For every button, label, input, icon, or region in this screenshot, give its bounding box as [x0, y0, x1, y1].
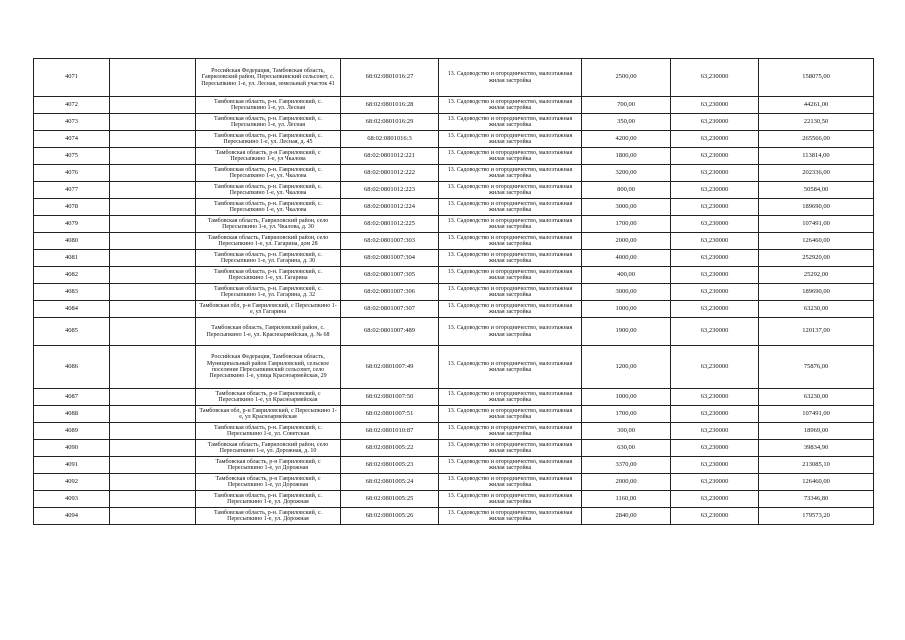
cadastral-value-cell: 44261,00 — [759, 97, 874, 114]
cadastral-number-cell: 68:02:0801005:24 — [341, 474, 439, 491]
table-row — [34, 389, 874, 406]
area-cell: 1000,00 — [582, 389, 671, 406]
land-use-cell: 13. Садоводство и огородничество, малоэтажная жилая застройка — [439, 199, 582, 216]
cadastral-value-cell: 213085,10 — [759, 457, 874, 474]
empty-cell — [110, 131, 196, 148]
cadastral-number-cell: 68:02:0801007:307 — [341, 301, 439, 318]
cadastral-number-cell: 68:02:0801012:225 — [341, 216, 439, 233]
cadastral-number-cell: 68:02:0801007:50 — [341, 389, 439, 406]
cadastral-number-cell: 68:02:0801012:221 — [341, 148, 439, 165]
area-cell: 4000,00 — [582, 250, 671, 267]
rate-cell: 63,230000 — [671, 440, 759, 457]
address-cell: Тамбовская область, р-н. Гавриловский, с. Пересыпкино 1-е, ул. Чкалова — [196, 199, 341, 216]
row-number-cell: 4081 — [34, 250, 110, 267]
address-cell: Тамбовская область, р-н. Гавриловский, с. Пересыпкино 1-е, ул. Чкалова — [196, 182, 341, 199]
cadastral-value-cell: 126460,00 — [759, 233, 874, 250]
cadastral-number-cell: 68:02:0801016:28 — [341, 97, 439, 114]
address-cell: Тамбовская область, р-н. Гавриловский, с. Пересыпкино 1-е, ул. Гагарина, д. 30 — [196, 250, 341, 267]
cadastral-number-cell: 68:02:0801012:223 — [341, 182, 439, 199]
address-cell: Тамбовская область, Гавриловский район, село Пересыпкино 1-е, ул. Дорожная, д. 10 — [196, 440, 341, 457]
cadastral-value-cell: 126460,00 — [759, 474, 874, 491]
address-cell: Тамбовская область, р-н. Гавриловский, с. Пересыпкино 1-е, ул. Гагарина — [196, 267, 341, 284]
area-cell: 700,00 — [582, 97, 671, 114]
address-cell: Тамбовская область, р-н Гавриловский, с Пересыпкино 1-е, ул Дорожная — [196, 457, 341, 474]
land-use-cell: 13. Садоводство и огородничество, малоэтажная жилая застройка — [439, 97, 582, 114]
area-cell: 800,00 — [582, 182, 671, 199]
land-use-cell: 13. Садоводство и огородничество, малоэтажная жилая застройка — [439, 131, 582, 148]
area-cell: 3000,00 — [582, 284, 671, 301]
land-use-cell: 13. Садоводство и огородничество, малоэтажная жилая застройка — [439, 474, 582, 491]
cadastral-value-cell: 39834,90 — [759, 440, 874, 457]
table-row — [34, 491, 874, 508]
empty-cell — [110, 148, 196, 165]
cadastral-number-cell: 68:02:0801012:222 — [341, 165, 439, 182]
land-use-cell: 13. Садоводство и огородничество, малоэтажная жилая застройка — [439, 508, 582, 525]
cadastral-value-cell: 75876,00 — [759, 346, 874, 389]
row-number-cell: 4078 — [34, 199, 110, 216]
row-number-cell: 4089 — [34, 423, 110, 440]
empty-cell — [110, 406, 196, 423]
table-row — [34, 346, 874, 389]
cadastral-number-cell: 68:02:0801007:51 — [341, 406, 439, 423]
cadastral-number-cell: 68:02:0801007:306 — [341, 284, 439, 301]
land-use-cell: 13. Садоводство и огородничество, малоэтажная жилая застройка — [439, 440, 582, 457]
rate-cell: 63,230000 — [671, 267, 759, 284]
rate-cell: 63,230000 — [671, 114, 759, 131]
area-cell: 2000,00 — [582, 233, 671, 250]
land-use-cell: 13. Садоводство и огородничество, малоэтажная жилая застройка — [439, 491, 582, 508]
cadastral-number-cell: 68:02:0801016:29 — [341, 114, 439, 131]
land-use-cell: 13. Садоводство и огородничество, малоэтажная жилая застройка — [439, 182, 582, 199]
address-cell: Тамбовская обл, р-н Гавриловский, с Пересыпкино 1-е, ул Красноармейская — [196, 406, 341, 423]
address-cell: Тамбовская область, р-н. Гавриловский, с. Пересыпкино 1-е, ул. Лесная, д. 45 — [196, 131, 341, 148]
row-number-cell: 4083 — [34, 284, 110, 301]
land-use-cell: 13. Садоводство и огородничество, малоэтажная жилая застройка — [439, 423, 582, 440]
address-cell: Тамбовская область, Гавриловский район, с. Пересыпкино 1-е, ул. Красноармейская, д. № 68 — [196, 318, 341, 346]
cadastral-value-cell: 73346,80 — [759, 491, 874, 508]
rate-cell: 63,230000 — [671, 423, 759, 440]
land-use-cell: 13. Садоводство и огородничество, малоэтажная жилая застройка — [439, 148, 582, 165]
area-cell: 1200,00 — [582, 346, 671, 389]
empty-cell — [110, 199, 196, 216]
land-use-cell: 13. Садоводство и огородничество, малоэтажная жилая застройка — [439, 267, 582, 284]
land-use-cell: 13. Садоводство и огородничество, малоэтажная жилая застройка — [439, 250, 582, 267]
land-use-cell: 13. Садоводство и огородничество, малоэтажная жилая застройка — [439, 406, 582, 423]
rate-cell: 63,230000 — [671, 474, 759, 491]
table-row — [34, 97, 874, 114]
rate-cell: 63,230000 — [671, 318, 759, 346]
row-number-cell: 4082 — [34, 267, 110, 284]
land-use-cell: 13. Садоводство и огородничество, малоэтажная жилая застройка — [439, 216, 582, 233]
cadastral-number-cell: 68:02:0801012:224 — [341, 199, 439, 216]
table-row — [34, 199, 874, 216]
cadastral-number-cell: 68:02:0801007:303 — [341, 233, 439, 250]
table-row — [34, 182, 874, 199]
table-row — [34, 301, 874, 318]
table-row — [34, 165, 874, 182]
cadastral-value-table — [33, 58, 874, 525]
rate-cell: 63,230000 — [671, 346, 759, 389]
table-row — [34, 423, 874, 440]
area-cell: 400,00 — [582, 267, 671, 284]
cadastral-value-cell: 120137,00 — [759, 318, 874, 346]
area-cell: 3370,00 — [582, 457, 671, 474]
rate-cell: 63,230000 — [671, 216, 759, 233]
cadastral-number-cell: 68:02:0801005:22 — [341, 440, 439, 457]
address-cell: Тамбовская область, р-н. Гавриловский, с. Пересыпкино 1-е, ул. Советская — [196, 423, 341, 440]
rate-cell: 63,230000 — [671, 182, 759, 199]
rate-cell: 63,230000 — [671, 284, 759, 301]
table-row — [34, 284, 874, 301]
address-cell: Тамбовская область, Гавриловский район, село Пересыпкино 1-е, ул. Гагарина, дом 28 — [196, 233, 341, 250]
table-row — [34, 508, 874, 525]
cadastral-value-cell: 25292,00 — [759, 267, 874, 284]
address-cell: Тамбовская область, р-н Гавриловский, с Пересыпкино 1-е, ул Чкалова — [196, 148, 341, 165]
address-cell: Тамбовская область, р-н Гавриловский, с Пересыпкино 1-е, ул Красноармейская — [196, 389, 341, 406]
rate-cell: 63,230000 — [671, 389, 759, 406]
cadastral-number-cell: 68:02:0801005:25 — [341, 491, 439, 508]
cadastral-number-cell: 68:02:0801016:27 — [341, 59, 439, 97]
cadastral-value-cell: 113814,00 — [759, 148, 874, 165]
land-use-cell: 13. Садоводство и огородничество, малоэтажная жилая застройка — [439, 114, 582, 131]
area-cell: 2840,00 — [582, 508, 671, 525]
area-cell: 1700,00 — [582, 216, 671, 233]
cadastral-value-cell: 107491,00 — [759, 216, 874, 233]
empty-cell — [110, 389, 196, 406]
area-cell: 1800,00 — [582, 148, 671, 165]
empty-cell — [110, 457, 196, 474]
row-number-cell: 4079 — [34, 216, 110, 233]
empty-cell — [110, 423, 196, 440]
cadastral-value-cell: 158075,00 — [759, 59, 874, 97]
table-row — [34, 406, 874, 423]
rate-cell: 63,230000 — [671, 250, 759, 267]
empty-cell — [110, 233, 196, 250]
rate-cell: 63,230000 — [671, 406, 759, 423]
land-use-cell: 13. Садоводство и огородничество, малоэтажная жилая застройка — [439, 301, 582, 318]
address-cell: Российская Федерация, Тамбовская область, Муниципальный район Гавриловский, сельское поселение Пересыпкинский сельсовет, село Пересыпкино 1-е, улица Красноармейская, 29 — [196, 346, 341, 389]
table-row — [34, 267, 874, 284]
empty-cell — [110, 114, 196, 131]
area-cell: 1700,00 — [582, 406, 671, 423]
area-cell: 3200,00 — [582, 165, 671, 182]
empty-cell — [110, 301, 196, 318]
empty-cell — [110, 440, 196, 457]
address-cell: Тамбовская область, р-н. Гавриловский, с. Пересыпкино 1-е, ул. Лесная — [196, 97, 341, 114]
area-cell: 630,00 — [582, 440, 671, 457]
rate-cell: 63,230000 — [671, 148, 759, 165]
row-number-cell: 4090 — [34, 440, 110, 457]
area-cell: 300,00 — [582, 423, 671, 440]
land-use-cell: 13. Садоводство и огородничество, малоэтажная жилая застройка — [439, 457, 582, 474]
area-cell: 1000,00 — [582, 301, 671, 318]
empty-cell — [110, 165, 196, 182]
rate-cell: 63,230000 — [671, 131, 759, 148]
cadastral-value-cell: 63230,00 — [759, 301, 874, 318]
row-number-cell: 4086 — [34, 346, 110, 389]
address-cell: Тамбовская область, р-н. Гавриловский, с. Пересыпкино 1-е, ул. Дорожная — [196, 491, 341, 508]
area-cell: 350,00 — [582, 114, 671, 131]
row-number-cell: 4092 — [34, 474, 110, 491]
area-cell: 1160,00 — [582, 491, 671, 508]
empty-cell — [110, 346, 196, 389]
row-number-cell: 4076 — [34, 165, 110, 182]
row-number-cell: 4072 — [34, 97, 110, 114]
address-cell: Тамбовская область, р-н. Гавриловский, с. Пересыпкино 1-е, ул. Гагарина, д. 32 — [196, 284, 341, 301]
cadastral-value-cell: 189690,00 — [759, 199, 874, 216]
empty-cell — [110, 250, 196, 267]
row-number-cell: 4093 — [34, 491, 110, 508]
cadastral-value-cell: 252920,00 — [759, 250, 874, 267]
table-row — [34, 457, 874, 474]
table-row — [34, 250, 874, 267]
address-cell: Тамбовская область, р-н. Гавриловский, с. Пересыпкино 1-е, ул. Дорожная — [196, 508, 341, 525]
cadastral-value-cell: 22130,50 — [759, 114, 874, 131]
row-number-cell: 4094 — [34, 508, 110, 525]
land-use-cell: 13. Садоводство и огородничество, малоэтажная жилая застройка — [439, 284, 582, 301]
address-cell: Тамбовская область, Гавриловский район, село Пересыпкино 1-е, ул. Чкалова, д. 30 — [196, 216, 341, 233]
empty-cell — [110, 182, 196, 199]
rate-cell: 63,230000 — [671, 457, 759, 474]
empty-cell — [110, 474, 196, 491]
table-row — [34, 131, 874, 148]
address-cell: Тамбовская область, р-н. Гавриловский, с. Пересыпкино 1-е, ул. Лесная — [196, 114, 341, 131]
cadastral-value-cell: 202336,00 — [759, 165, 874, 182]
land-use-cell: 13. Садоводство и огородничество, малоэтажная жилая застройка — [439, 318, 582, 346]
row-number-cell: 4071 — [34, 59, 110, 97]
row-number-cell: 4074 — [34, 131, 110, 148]
rate-cell: 63,230000 — [671, 199, 759, 216]
land-use-cell: 13. Садоводство и огородничество, малоэтажная жилая застройка — [439, 346, 582, 389]
cadastral-value-cell: 189690,00 — [759, 284, 874, 301]
row-number-cell: 4080 — [34, 233, 110, 250]
address-cell: Российская Федерация, Тамбовская область, Гавриловский район, Пересыпкинский сельсовет, с. Пересыпкино 1-е, ул. Лесная, земельный участок 41 — [196, 59, 341, 97]
land-use-cell: 13. Садоводство и огородничество, малоэтажная жилая застройка — [439, 59, 582, 97]
cadastral-number-cell: 68:02:0801016:3 — [341, 131, 439, 148]
table-row — [34, 440, 874, 457]
cadastral-number-cell: 68:02:0801010:87 — [341, 423, 439, 440]
address-cell: Тамбовская область, р-н Гавриловский, с Пересыпкино 1-е, ул Дорожная — [196, 474, 341, 491]
land-use-cell: 13. Садоводство и огородничество, малоэтажная жилая застройка — [439, 165, 582, 182]
cadastral-value-cell: 18969,00 — [759, 423, 874, 440]
row-number-cell: 4077 — [34, 182, 110, 199]
table-row — [34, 114, 874, 131]
area-cell: 2000,00 — [582, 474, 671, 491]
empty-cell — [110, 508, 196, 525]
row-number-cell: 4073 — [34, 114, 110, 131]
address-cell: Тамбовская обл, р-н Гавриловский, с Пересыпкино 1-е, ул Гагарина — [196, 301, 341, 318]
cadastral-number-cell: 68:02:0801007:49 — [341, 346, 439, 389]
land-use-cell: 13. Садоводство и огородничество, малоэтажная жилая застройка — [439, 389, 582, 406]
area-cell: 3000,00 — [582, 199, 671, 216]
rate-cell: 63,230000 — [671, 59, 759, 97]
table-row — [34, 148, 874, 165]
rate-cell: 63,230000 — [671, 165, 759, 182]
row-number-cell: 4091 — [34, 457, 110, 474]
table-row — [34, 233, 874, 250]
row-number-cell: 4084 — [34, 301, 110, 318]
rate-cell: 63,230000 — [671, 301, 759, 318]
row-number-cell: 4085 — [34, 318, 110, 346]
cadastral-number-cell: 68:02:0801007:489 — [341, 318, 439, 346]
area-cell: 4200,00 — [582, 131, 671, 148]
table-row — [34, 474, 874, 491]
row-number-cell: 4088 — [34, 406, 110, 423]
row-number-cell: 4087 — [34, 389, 110, 406]
empty-cell — [110, 59, 196, 97]
cadastral-value-cell: 107491,00 — [759, 406, 874, 423]
empty-cell — [110, 97, 196, 114]
empty-cell — [110, 267, 196, 284]
cadastral-value-cell: 50584,00 — [759, 182, 874, 199]
row-number-cell: 4075 — [34, 148, 110, 165]
address-cell: Тамбовская область, р-н. Гавриловский, с. Пересыпкино 1-е, ул. Чкалова — [196, 165, 341, 182]
rate-cell: 63,230000 — [671, 97, 759, 114]
empty-cell — [110, 318, 196, 346]
cadastral-number-cell: 68:02:0801007:304 — [341, 250, 439, 267]
empty-cell — [110, 491, 196, 508]
cadastral-value-cell: 63230,00 — [759, 389, 874, 406]
area-cell: 1900,00 — [582, 318, 671, 346]
table-row — [34, 216, 874, 233]
empty-cell — [110, 216, 196, 233]
cadastral-value-cell: 179573,20 — [759, 508, 874, 525]
rate-cell: 63,230000 — [671, 491, 759, 508]
rate-cell: 63,230000 — [671, 508, 759, 525]
land-use-cell: 13. Садоводство и огородничество, малоэтажная жилая застройка — [439, 233, 582, 250]
rate-cell: 63,230000 — [671, 233, 759, 250]
cadastral-value-cell: 265566,00 — [759, 131, 874, 148]
cadastral-number-cell: 68:02:0801005:23 — [341, 457, 439, 474]
empty-cell — [110, 284, 196, 301]
table-row — [34, 318, 874, 346]
area-cell: 2500,00 — [582, 59, 671, 97]
cadastral-number-cell: 68:02:0801007:305 — [341, 267, 439, 284]
table-row — [34, 59, 874, 97]
table-body — [34, 59, 874, 525]
cadastral-number-cell: 68:02:0801005:26 — [341, 508, 439, 525]
